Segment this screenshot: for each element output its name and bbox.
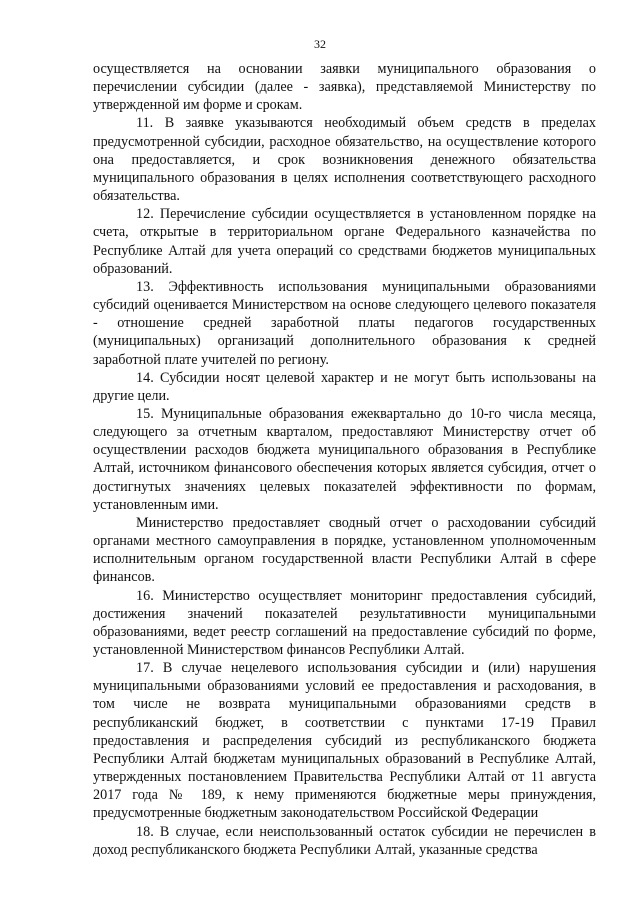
paragraph-15: 15. Муниципальные образования ежеквартально до 10-го числа месяца, следующего за отчетным кварталом, предоставляют Министерству отчет об осуществлении расходов бюджета муниципального образования в Республике Алтай, источником финансового обеспечения которых является субсидия, отчет о достигнутых значениях целевых показателей эффективности по формам, установленным ими. <box>93 405 596 513</box>
paragraph-11: 11. В заявке указываются необходимый объем средств в пределах предусмотренной субсидии, расходное обязательство, на осуществление которого она предоставляется, и срок возникновения денежного обязательства муниципального образования в целях исполнения соответствующего расходного обязательства. <box>93 115 596 205</box>
paragraph-continuation: осуществляется на основании заявки муниципального образования о перечислении субсидии (далее - заявка), представляемой Министерству по утвержденной им форме и срокам. <box>93 61 596 114</box>
paragraph-13: 13. Эффективность использования муниципальными образованиями субсидий оценивается Министерством на основе следующего целевого показателя - отношение средней заработной платы педагогов государственных (муниципальных) организаций дополнительного образования к средней заработной плате учителей по региону. <box>93 278 596 368</box>
document-body <box>93 60 596 859</box>
page-number: 32 <box>314 37 326 51</box>
paragraph-18: 18. В случае, если неиспользованный остаток субсидии не перечислен в доход республиканского бюджета Республики Алтай, указанные средства <box>93 823 596 858</box>
paragraph-12: 12. Перечисление субсидии осуществляется в установленном порядке на счета, открытые в территориальном органе Федерального казначейства по Республике Алтай для учета операций со средствами бюджетов муниципальных образований. <box>93 206 596 277</box>
paragraph-15-continued: Министерство предоставляет сводный отчет о расходовании субсидий органами местного самоуправления в порядке, установленном уполномоченным исполнительным органом государственной власти Республики Алтай в сфере финансов. <box>93 514 596 586</box>
paragraph-14: 14. Субсидии носят целевой характер и не могут быть использованы на другие цели. <box>93 369 596 404</box>
paragraph-16: 16. Министерство осуществляет мониторинг предоставления субсидий, достижения значений показателей результативности муниципальными образованиями, ведет реестр соглашений на предоставление субсидий по форме, установленной Министерством финансов Республики Алтай. <box>93 587 596 658</box>
paragraph-17: 17. В случае нецелевого использования субсидии и (или) нарушения муниципальными образованиями условий ее предоставления и расходования, в том числе не возврата муниципальными образованиями средств в республиканский бюджет, в соответствии с пунктами 17-19 Правил предоставления и распределения субсидий из республиканского бюджета Республики Алтай бюджетам муниципальных образований в Республике Алтай, утвержденных постановлением Правительства Республики Алтай от 11 августа 2017 года № 189, к нему применяются бюджетные меры принуждения, предусмотренные бюджетным законодательством Российской Федерации <box>93 660 596 822</box>
